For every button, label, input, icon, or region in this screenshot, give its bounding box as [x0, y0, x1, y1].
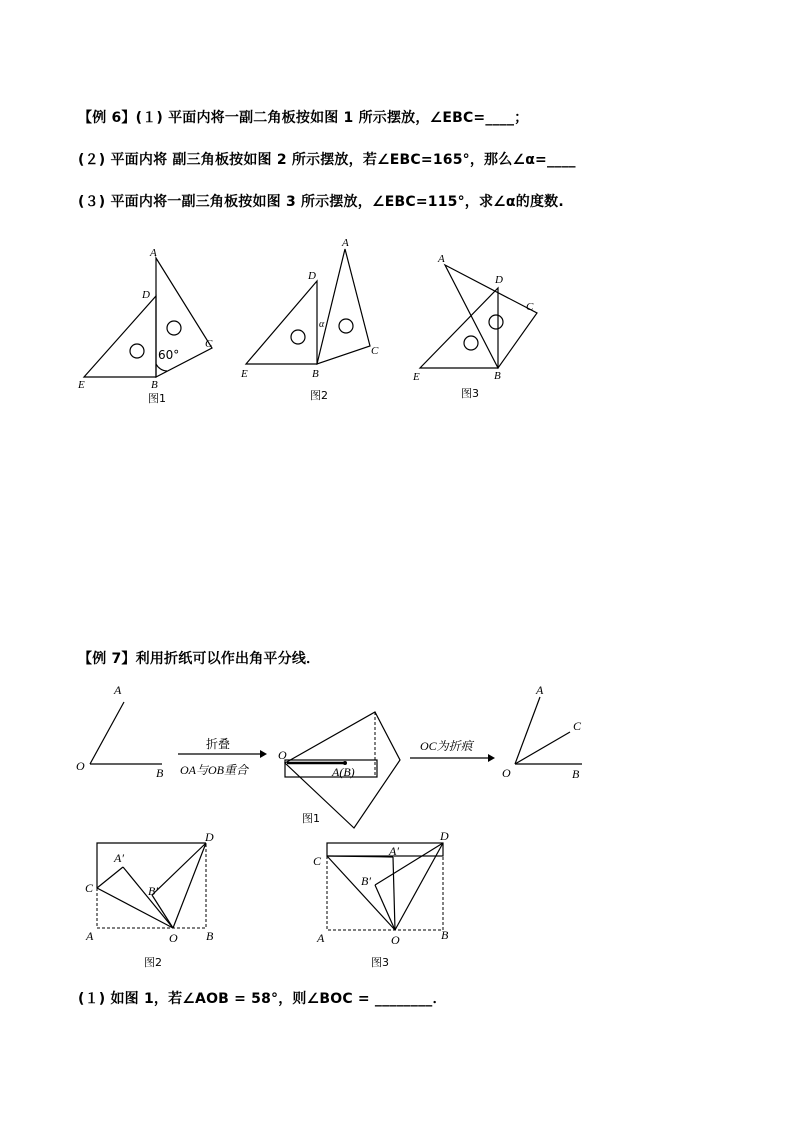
label-C: C	[573, 719, 582, 733]
ex7-fig3-caption: 图3	[371, 956, 389, 969]
fig2-caption: 图2	[310, 389, 328, 402]
label-B: B	[151, 379, 158, 391]
ex6-question-3: (３) 平面内将一副三角板按如图 3 所示摆放，∠EBC=115°，求∠α的度数.	[78, 194, 564, 210]
fold-note: OA与OB重合	[180, 763, 248, 777]
label-D: D	[142, 289, 150, 301]
ex7-figure-1	[70, 680, 610, 830]
label-A: A	[438, 253, 445, 265]
fold-label: 折叠	[206, 737, 231, 751]
crease-note: OC为折痕	[420, 739, 473, 753]
label-O: O	[391, 933, 400, 947]
label-D: D	[440, 829, 449, 843]
label-A: A	[536, 683, 544, 697]
label-A: A	[317, 931, 325, 945]
label-C: C	[313, 854, 322, 868]
ex6-figure-1	[70, 240, 230, 405]
ex7-figure-2	[80, 828, 225, 973]
label-B: B	[312, 368, 319, 380]
label-A1: A′	[389, 844, 399, 858]
label-E: E	[413, 371, 420, 383]
label-B: B	[206, 929, 214, 943]
ex6-figure-2	[232, 233, 392, 408]
ex6-question-2: (２) 平面内将 副三角板按如图 2 所示摆放，若∠EBC=165°，那么∠α=____	[78, 152, 576, 168]
fig3-caption: 图3	[461, 387, 479, 400]
label-C: C	[205, 338, 213, 350]
ex7-question-1: (１) 如图 1，若∠AOB = 58°，则∠BOC = ________．	[78, 991, 447, 1007]
label-C: C	[85, 881, 94, 895]
ex6-question-1: 【例 6】(１) 平面内将一副二角板按如图 1 所示摆放，∠EBC=____；	[78, 110, 529, 126]
label-O: O	[76, 759, 85, 773]
label-E: E	[241, 368, 248, 380]
label-A: A	[150, 247, 157, 259]
label-B: B	[441, 928, 449, 942]
label-alpha: α	[319, 319, 325, 330]
label-B: B	[494, 370, 501, 382]
ex7-fig2-caption: 图2	[144, 956, 162, 969]
label-A: A	[342, 237, 349, 249]
ex7-figure-3	[305, 825, 465, 973]
label-E: E	[78, 379, 85, 391]
label-A: A	[114, 683, 122, 697]
label-O: O	[278, 748, 287, 762]
angle-60: 60°	[158, 348, 180, 362]
label-B1: B′	[148, 884, 158, 898]
label-A1: A′	[114, 851, 124, 865]
ex6-figure-3	[405, 245, 555, 405]
label-AB: A(B)	[332, 765, 355, 779]
label-B1: B′	[361, 874, 371, 888]
fig1-caption: 图1	[148, 392, 166, 405]
label-A: A	[86, 929, 94, 943]
label-C: C	[526, 301, 534, 313]
ex7-fig1-caption: 图1	[302, 812, 320, 825]
label-B: B	[156, 766, 164, 780]
label-D: D	[205, 830, 214, 844]
label-C: C	[371, 345, 379, 357]
label-O: O	[169, 931, 178, 945]
ex7-title: 【例 7】利用折纸可以作出角平分线．	[78, 651, 321, 667]
label-D: D	[495, 274, 503, 286]
label-D: D	[308, 270, 316, 282]
label-O: O	[502, 766, 511, 780]
label-B: B	[572, 767, 580, 781]
